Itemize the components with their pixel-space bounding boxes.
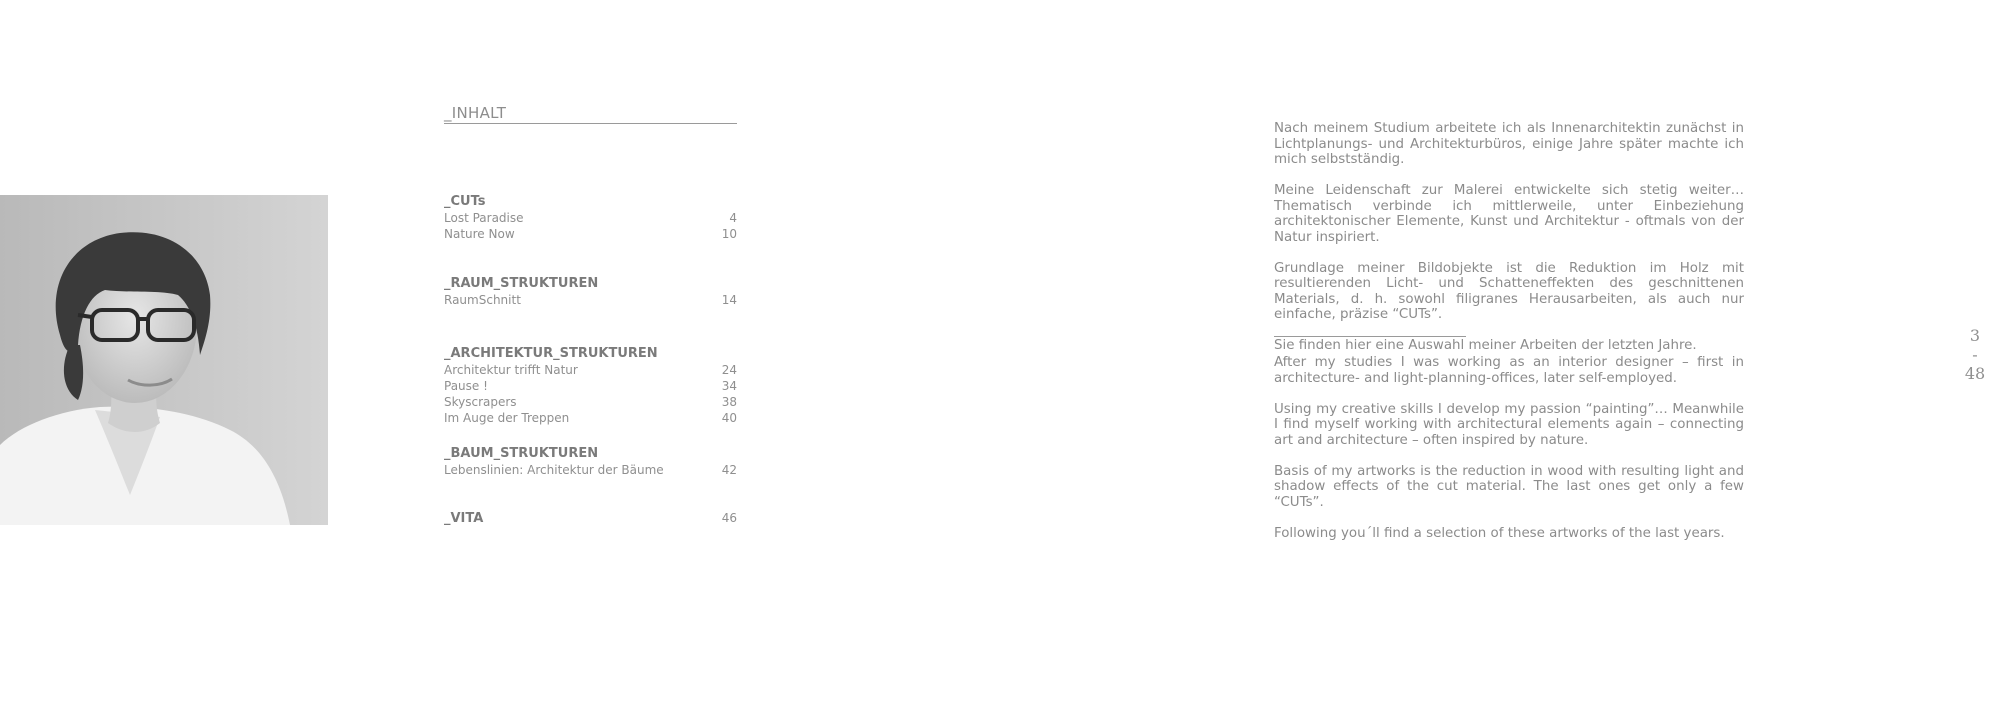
- toc-entry-page: 40: [721, 411, 737, 425]
- toc-entry[interactable]: [444, 410, 737, 426]
- paragraph: After my studies I was working as an interior designer – first in architecture- and light-planning-offices, later self-employed.: [1274, 355, 1744, 386]
- toc-entry[interactable]: [444, 378, 737, 394]
- toc-section-raum-strukturen: [444, 275, 737, 308]
- toc-heading: _CUTs: [444, 194, 486, 209]
- toc-entry-page: 42: [721, 463, 737, 477]
- page-separator: -: [1972, 345, 1978, 364]
- toc-entry-label: RaumSchnitt: [444, 293, 521, 307]
- toc-entry-label: Architektur trifft Natur: [444, 363, 578, 377]
- toc-entry-label: Lebenslinien: Architektur der Bäume: [444, 463, 664, 477]
- toc-title: _INHALT: [444, 104, 737, 124]
- toc-entry-label: Nature Now: [444, 227, 515, 241]
- toc-entry[interactable]: [444, 210, 737, 226]
- toc-entry-label: Skyscrapers: [444, 395, 517, 409]
- toc-entry[interactable]: [444, 362, 737, 378]
- toc-section-architektur-strukturen: [444, 345, 737, 426]
- intro-german: [1274, 121, 1744, 369]
- portrait-photo: [0, 195, 328, 525]
- paragraph: Following you´ll find a selection of these artworks of the last years.: [1274, 525, 1725, 541]
- paragraph: Sie finden hier eine Auswahl meiner Arbeiten der letzten Jahre.: [1274, 338, 1697, 353]
- toc-heading: _ARCHITEKTUR_STRUKTUREN: [444, 346, 658, 361]
- toc-heading: _VITA: [444, 511, 484, 526]
- page-number: [1960, 326, 1990, 383]
- divider: [1274, 336, 1466, 337]
- paragraph: Grundlage meiner Bildobjekte ist die Reduktion im Holz mit resultierenden Licht- und Schatteneffekten des geschnittenen Materials, d. h. sowohl filigranes Herausarbeiten, als auch nur einfache, präzise “CUTs”.: [1274, 260, 1744, 322]
- toc-entry-label: Lost Paradise: [444, 211, 524, 225]
- toc-entry-label: Im Auge der Treppen: [444, 411, 570, 425]
- page-current: 3: [1969, 326, 1981, 345]
- intro-english: [1274, 355, 1744, 557]
- toc-entry-page: 46: [721, 511, 737, 525]
- paragraph: Nach meinem Studium arbeitete ich als Innenarchitektin zunächst in Lichtplanungs- und Architekturbüros, einige Jahre später machte ich mich selbstständig.: [1274, 121, 1744, 167]
- toc-heading: _BAUM_STRUKTUREN: [444, 446, 599, 461]
- toc-entry[interactable]: [444, 394, 737, 410]
- toc-section-cuts: [444, 193, 737, 242]
- toc-section-vita[interactable]: [444, 510, 737, 527]
- toc-section-baum-strukturen: [444, 445, 737, 478]
- paragraph: Meine Leidenschaft zur Malerei entwickelte sich stetig weiter… Thematisch verbinde ich mittlerweile, unter Einbeziehung architektonischer Elemente, Kunst und Architektur - oftmals von der Natur inspiriert.: [1274, 183, 1744, 245]
- toc-entry[interactable]: [444, 226, 737, 242]
- toc-heading: _RAUM_STRUKTUREN: [444, 276, 599, 291]
- toc-entry-page: 38: [721, 395, 737, 409]
- toc-entry-page: 14: [721, 293, 737, 307]
- toc-entry-page: 24: [721, 363, 737, 377]
- toc-entry-page: 4: [729, 211, 737, 225]
- toc-entry[interactable]: [444, 462, 737, 478]
- paragraph: Using my creative skills I develop my passion “painting”… Meanwhile I find myself working with architectural elements again – connecting art and architecture – often inspired by nature.: [1274, 401, 1744, 448]
- paragraph: Basis of my artworks is the reduction in wood with resulting light and shadow effects of the cut material. The last ones get only a few “CUTs”.: [1274, 463, 1744, 510]
- portrait-illustration: [0, 195, 328, 525]
- toc-entry-page: 34: [721, 379, 737, 393]
- toc-entry-label: Pause !: [444, 379, 488, 393]
- toc-entry-page: 10: [721, 227, 737, 241]
- toc-entry[interactable]: [444, 292, 737, 308]
- page-total: 48: [1964, 364, 1986, 383]
